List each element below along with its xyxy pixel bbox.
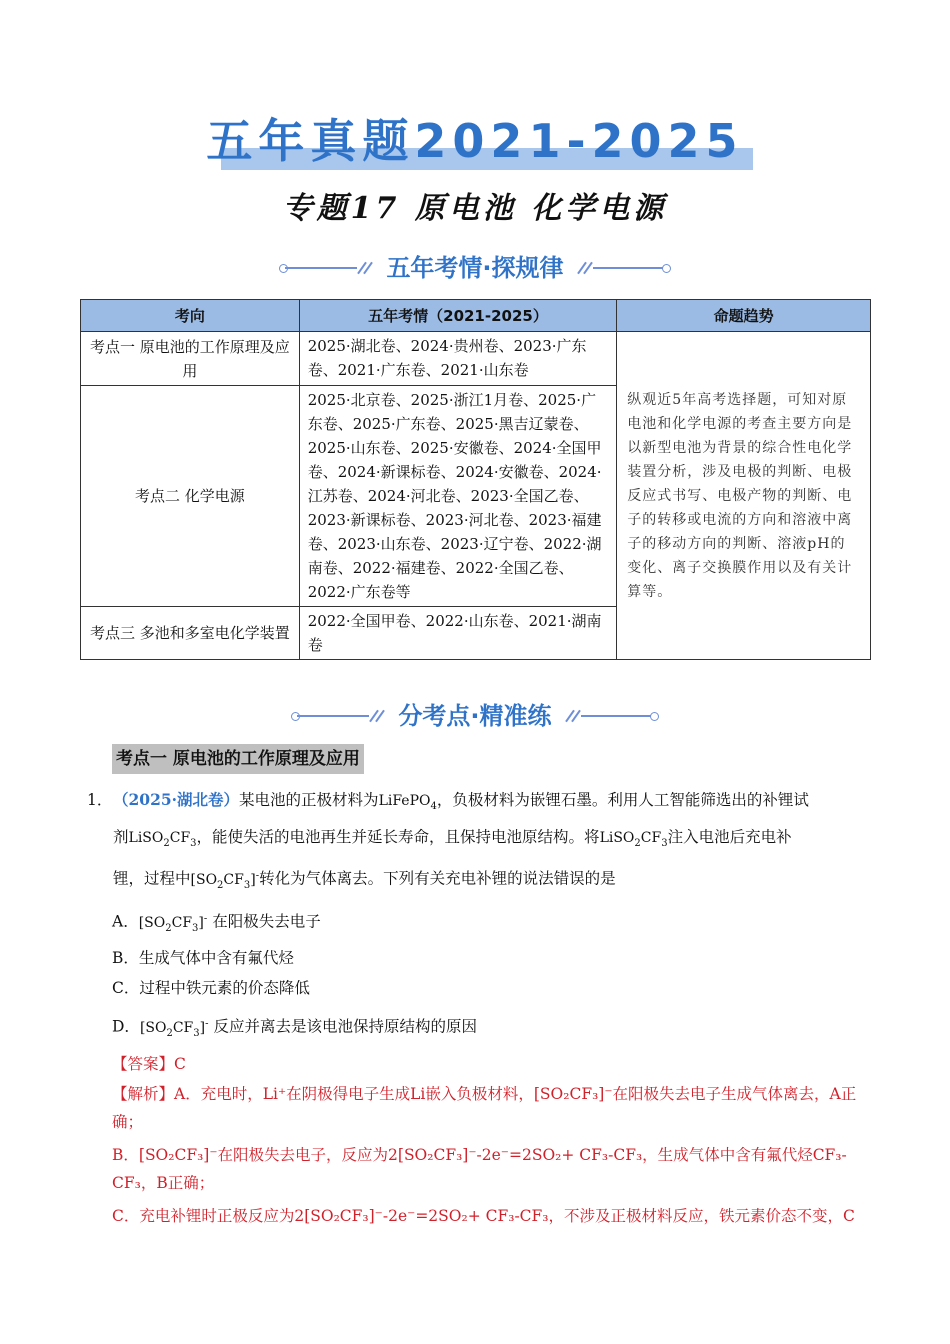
option-a[interactable]: A．$[SO_2CF_3]^-$ 在阳极失去电子 bbox=[112, 912, 321, 934]
option-b[interactable]: B．生成气体中含有氟代烃 bbox=[112, 949, 294, 967]
topic-heading: 考点一 原电池的工作原理及应用 bbox=[112, 744, 364, 774]
main-title: 五年真题2021-2025 bbox=[206, 114, 744, 168]
header-topic: 考向 bbox=[81, 300, 300, 332]
table-header-row bbox=[81, 300, 871, 332]
section-title: 分考点·精准练 bbox=[398, 702, 552, 730]
analysis-b: B．[SO₂CF₃]⁻在阳极失去电子，反应为2[SO₂CF₃]⁻-2e⁻=2SO₂+ CF₃-CF₃，生成气体中含有氟代烃CF₃-CF₃，B正确； bbox=[112, 1146, 847, 1192]
question-number: 1． bbox=[87, 791, 113, 809]
section-heading-trends bbox=[0, 250, 950, 286]
topic-cell: 考点一 原电池的工作原理及应用 bbox=[81, 332, 300, 386]
section-heading-practice bbox=[0, 698, 950, 734]
analysis-c: C．充电补锂时正极反应为2[SO₂CF₃]⁻-2e⁻=2SO₂+ CF₃-CF₃，不涉及正极材料反应，铁元素价态不变，C bbox=[112, 1207, 855, 1225]
left-ornament-icon bbox=[279, 261, 371, 275]
analysis-a: 【解析】A．充电时，Li⁺在阴极得电子生成Li嵌入负极材料，[SO₂CF₃]⁻在阳极失去电子生成气体离去，A正确； bbox=[112, 1085, 857, 1131]
question-stem-line3: 锂，过程中$[SO_2CF_3]^-$转化为气体离去。下列有关充电补锂的说法错误的是 bbox=[113, 869, 616, 891]
right-ornament-icon bbox=[567, 709, 659, 723]
section-title: 五年考情·探规律 bbox=[386, 254, 564, 282]
right-ornament-icon bbox=[579, 261, 671, 275]
main-title-banner bbox=[0, 112, 950, 174]
answer-label: 【答案】C bbox=[112, 1055, 186, 1073]
table-row bbox=[81, 332, 871, 386]
header-years: 五年考情（2021-2025） bbox=[299, 300, 617, 332]
sub-title: 专题17 原电池 化学电源 bbox=[282, 191, 668, 226]
formula-lifepo4: LiFePO$_4$ bbox=[378, 793, 437, 812]
years-cell: 2025·北京卷、2025·浙江1月卷、2025·广东卷、2025·广东卷、2025·黑吉辽蒙卷、2025·山东卷、2025·安徽卷、2024·全国甲卷、2024·新课标卷、2024·安徽卷、2024·江苏卷、2024·河北卷、2023·全国乙卷、2023·新课标卷、2023·河北卷、2023·福建卷、2023·山东卷、2023·辽宁卷、2022·湖南卷、2022·福建卷、2022·全国乙卷、2022·广东卷等 bbox=[299, 386, 617, 607]
left-ornament-icon bbox=[291, 709, 383, 723]
years-cell: 2022·全国甲卷、2022·山东卷、2021·湖南卷 bbox=[299, 607, 617, 660]
formula-liso2cf3: $LiSO_2CF_3$ bbox=[599, 830, 668, 849]
question-source: （2025·湖北卷） bbox=[113, 790, 240, 809]
years-cell: 2025·湖北卷、2024·贵州卷、2023·广东卷、2021·广东卷、2021·山东卷 bbox=[299, 332, 617, 386]
option-c[interactable]: C．过程中铁元素的价态降低 bbox=[112, 979, 310, 997]
topic-cell: 考点三 多池和多室电化学装置 bbox=[81, 607, 300, 660]
trend-cell: 纵观近5年高考选择题，可知对原电池和化学电源的考查主要方向是以新型电池为背景的综合性电化学装置分析，涉及电极的判断、电极反应式书写、电极产物的判断、电子的转移或电流的方向和溶液中离子的移动方向的判断、溶液pH的变化、离子交换膜作用以及有关计算等。 bbox=[617, 332, 871, 660]
exam-trend-table bbox=[80, 299, 871, 660]
formula-liso2cf3: $LiSO_2CF_3$ bbox=[128, 830, 197, 849]
topic-cell: 考点二 化学电源 bbox=[81, 386, 300, 607]
question-stem-line2: 剂$LiSO_2CF_3$，能使失活的电池再生并延长寿命，且保持电池原结构。将$LiSO_2CF_3$注入电池后充电补 bbox=[113, 828, 792, 849]
option-d[interactable]: D．$[SO_2CF_3]^-$ 反应并离去是该电池保持原结构的原因 bbox=[112, 1017, 477, 1039]
header-trend: 命题趋势 bbox=[617, 300, 871, 332]
question-stem: 1． （2025·湖北卷）某电池的正极材料为LiFePO$_4$，负极材料为嵌锂石墨。利用人工智能筛选出的补锂试 bbox=[87, 787, 867, 820]
formula-so2cf3-ion: $[SO_2CF_3]^-$ bbox=[190, 870, 260, 891]
